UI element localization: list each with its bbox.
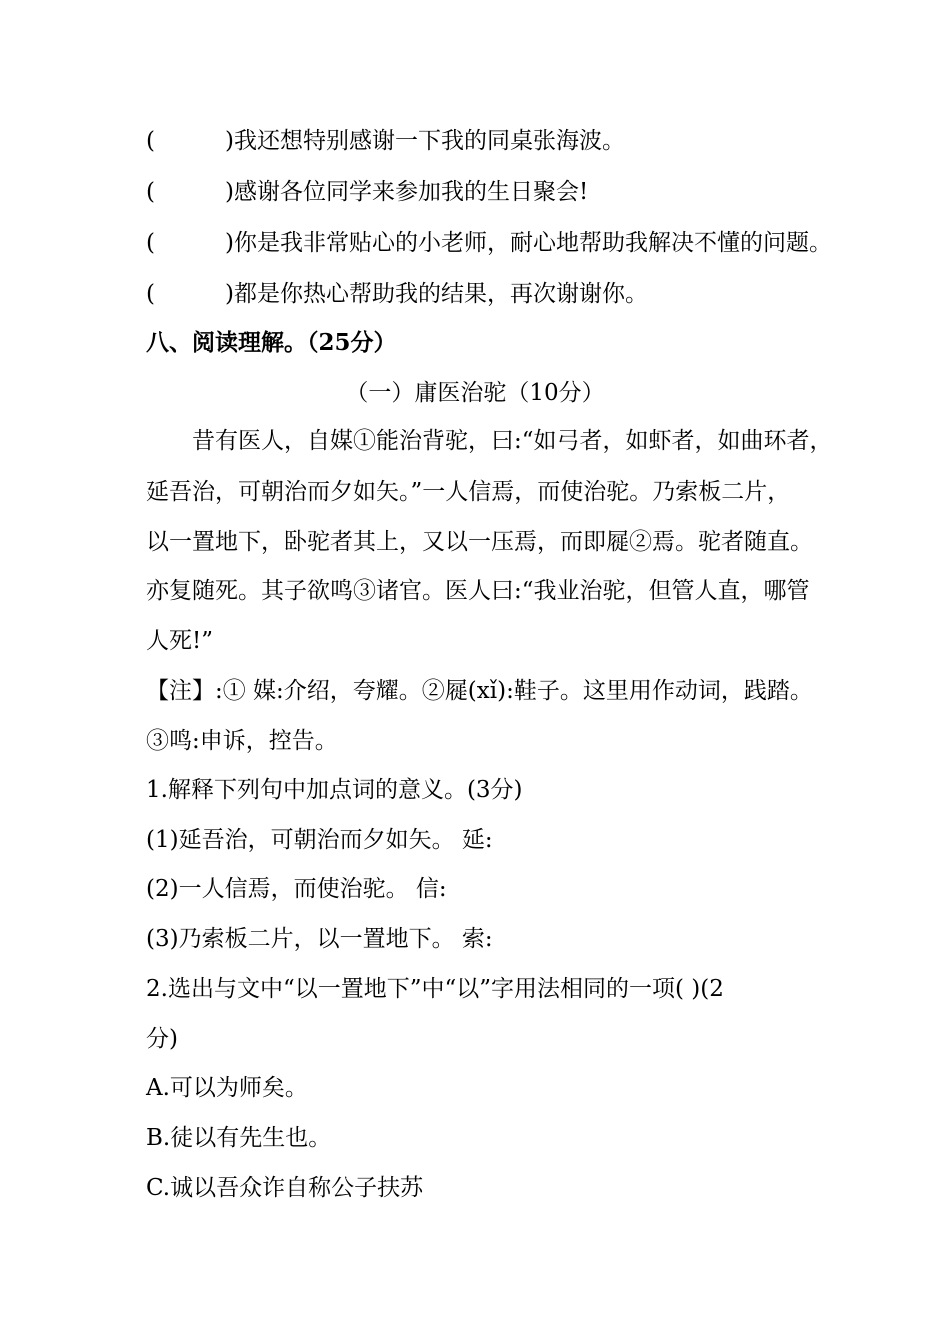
passage-line: 昔有医人，自媒①能治背驼，曰:“如弓者，如虾者，如曲环者， bbox=[192, 428, 833, 454]
question-2-stem-cont: 分) bbox=[146, 1026, 178, 1052]
close-paren: ) bbox=[224, 128, 234, 154]
section-heading: 八、阅读理解。（25分） bbox=[146, 329, 397, 356]
passage-title: （一）庸医治驼（10分） bbox=[345, 380, 605, 406]
open-paren: ( bbox=[146, 128, 155, 154]
close-paren: ) bbox=[224, 179, 234, 205]
question-2-option: B.徒以有先生也。 bbox=[146, 1125, 332, 1151]
question-2-option: C.诚以吾众诈自称公子扶苏 bbox=[146, 1175, 424, 1201]
question-1-stem: 1.解释下列句中加点词的意义。(3分) bbox=[146, 777, 523, 803]
ordering-item-text: 你是我非常贴心的小老师，耐心地帮助我解决不懂的问题。 bbox=[233, 230, 832, 256]
question-1-item: (1)延吾治，可朝治而夕如矢。 延: bbox=[146, 827, 493, 853]
ordering-item bbox=[146, 126, 625, 156]
passage-line: 以一置地下，卧驼者其上，又以一压焉，而即屣②焉。驼者随直。 bbox=[146, 529, 813, 555]
ordering-item-text: 我还想特别感谢一下我的同桌张海波。 bbox=[233, 128, 625, 154]
passage-line: 延吾治，可朝治而夕如矢。”一人信焉，而使治驼。乃索板二片， bbox=[146, 479, 791, 505]
open-paren: ( bbox=[146, 179, 155, 205]
ordering-item bbox=[146, 177, 588, 207]
ordering-item bbox=[146, 279, 648, 309]
close-paren: ) bbox=[224, 230, 234, 256]
ordering-item-text: 都是你热心帮助我的结果，再次谢谢你。 bbox=[233, 281, 648, 307]
ordering-item-text: 感谢各位同学来参加我的生日聚会! bbox=[233, 179, 589, 205]
question-2-option: A.可以为师矣。 bbox=[146, 1075, 308, 1101]
open-paren: ( bbox=[146, 230, 155, 256]
passage-line: 人死!” bbox=[146, 628, 214, 654]
notes-line: 【注】:① 媒:介绍，夸耀。②屣(xǐ):鞋子。这里用作动词，践踏。 bbox=[146, 678, 813, 704]
question-1-item: (3)乃索板二片，以一置地下。 索: bbox=[146, 926, 493, 952]
notes-line: ③鸣:申诉，控告。 bbox=[146, 728, 338, 754]
question-2-stem: 2.选出与文中“以一置地下”中“以”字用法相同的一项( )(2 bbox=[146, 976, 724, 1002]
passage-line: 亦复随死。其子欲鸣③诸官。医人曰:“我业治驼，但管人直，哪管 bbox=[146, 578, 810, 604]
open-paren: ( bbox=[146, 281, 155, 307]
ordering-item bbox=[146, 228, 832, 258]
question-1-item: (2)一人信焉，而使治驼。 信: bbox=[146, 876, 447, 902]
close-paren: ) bbox=[224, 281, 234, 307]
